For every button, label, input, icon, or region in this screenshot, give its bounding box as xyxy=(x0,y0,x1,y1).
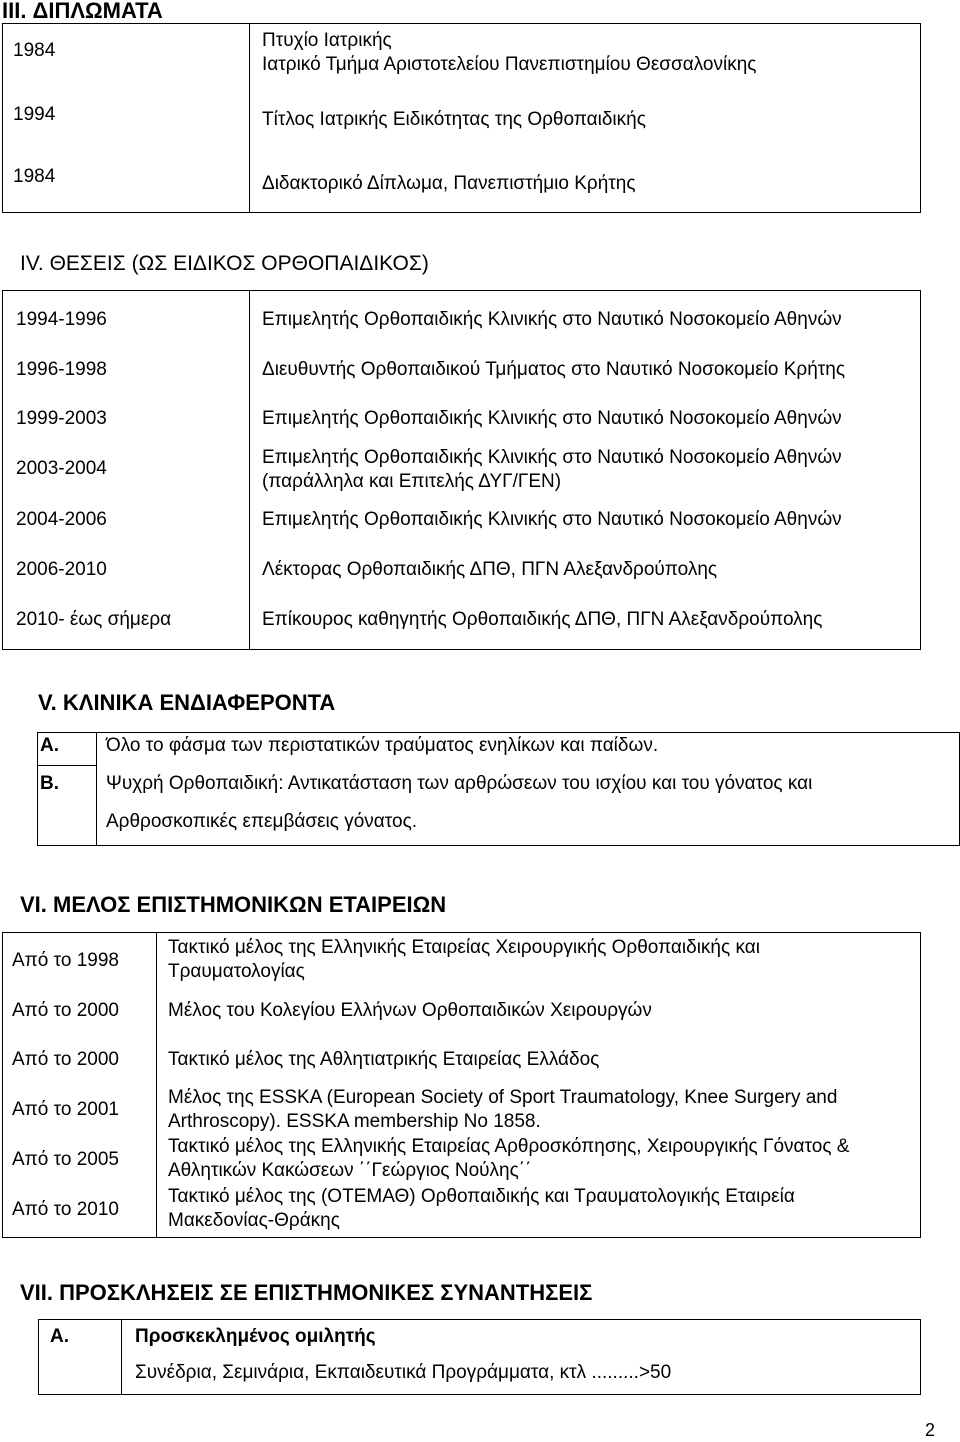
interest-label: Α. xyxy=(40,735,59,756)
position-desc: Λέκτορας Ορθοπαιδικής ΔΠΘ, ΠΓΝ Αλεξανδρούπολης xyxy=(262,559,718,580)
diploma-year: 1994 xyxy=(13,104,56,125)
membership-since: Από το 2010 xyxy=(12,1199,119,1220)
membership-desc: Μέλος της ESSKA (European Society of Sport Traumatology, Knee Surgery and xyxy=(168,1087,838,1108)
membership-desc: Τακτικό μέλος της Ελληνικής Εταιρείας Χειρουργικής Ορθοπαιδικής και xyxy=(168,937,760,958)
interest-text: Αρθροσκοπικές επεμβάσεις γόνατος. xyxy=(106,811,418,832)
membership-desc: Τραυματολογίας xyxy=(168,961,305,982)
position-period: 2010- έως σήμερα xyxy=(16,609,172,630)
diploma-line: Τίτλος Ιατρικής Ειδικότητας της Ορθοπαιδικής xyxy=(262,109,646,130)
membership-desc: Μέλος του Κολεγίου Ελλήνων Ορθοπαιδικών Χειρουργών xyxy=(168,1000,652,1021)
position-desc: Επιμελητής Ορθοπαιδικής Κλινικής στο Ναυτικό Νοσοκομείο Αθηνών xyxy=(262,408,842,429)
section-5-title: V. ΚΛΙΝΙΚΑ ΕΝΔΙΑΦΕΡΟΝΤΑ xyxy=(38,690,336,715)
diploma-line: Ιατρικό Τμήμα Αριστοτελείου Πανεπιστημίου Θεσσαλονίκης xyxy=(262,54,757,75)
section-6-title: VI. ΜΕΛΟΣ ΕΠΙΣΤΗΜΟΝΙΚΩΝ ΕΤΑΙΡΕΙΩΝ xyxy=(20,892,447,917)
diploma-year: 1984 xyxy=(13,166,56,187)
position-desc: (παράλληλα και Επιτελής ΔΥΓ/ΓΕΝ) xyxy=(262,471,562,492)
diploma-line: Διδακτορικό Δίπλωμα, Πανεπιστήμιο Κρήτης xyxy=(262,173,636,194)
diploma-line: Πτυχίο Ιατρικής xyxy=(262,30,392,51)
membership-desc: Τακτικό μέλος της Ελληνικής Εταιρείας Αρθροσκόπησης, Χειρουργικής Γόνατος & xyxy=(168,1136,850,1157)
position-period: 2003-2004 xyxy=(16,458,107,479)
membership-desc: Αθλητικών Κακώσεων ΄΄Γεώργιος Νούλης΄΄ xyxy=(168,1160,532,1181)
position-desc: Επιμελητής Ορθοπαιδικής Κλινικής στο Ναυτικό Νοσοκομείο Αθηνών xyxy=(262,309,842,330)
position-period: 2006-2010 xyxy=(16,559,107,580)
diploma-year: 1984 xyxy=(13,40,56,61)
membership-since: Από το 2005 xyxy=(12,1149,119,1170)
interest-text: Ψυχρή Ορθοπαιδική: Αντικατάσταση των αρθρώσεων του ισχίου και του γόνατος και xyxy=(106,773,813,794)
position-period: 1996-1998 xyxy=(16,359,107,380)
membership-desc: Arthroscopy). ESSKA membership No 1858. xyxy=(168,1111,541,1132)
membership-since: Από το 1998 xyxy=(12,950,119,971)
position-period: 2004-2006 xyxy=(16,509,107,530)
section-4-title: IV. ΘΕΣΕΙΣ (ΩΣ ΕΙΔΙΚΟΣ ΟΡΘΟΠΑΙΔΙΚΟΣ) xyxy=(20,252,429,275)
membership-since: Από το 2000 xyxy=(12,1000,119,1021)
membership-since: Από το 2000 xyxy=(12,1049,119,1070)
section-7-title: VII. ΠΡΟΣΚΛΗΣΕΙΣ ΣΕ ΕΠΙΣΤΗΜΟΝΙΚΕΣ ΣΥΝΑΝΤΗΣΕΙΣ xyxy=(20,1280,593,1305)
invitation-text: Συνέδρια, Σεμινάρια, Εκπαιδευτικά Προγράμματα, κτλ .........>50 xyxy=(135,1362,672,1383)
position-desc: Διευθυντής Ορθοπαιδικού Τμήματος στο Ναυτικό Νοσοκομείο Κρήτης xyxy=(262,359,846,380)
section-3-title: III. ΔΙΠΛΩΜΑΤΑ xyxy=(2,0,163,23)
membership-desc: Τακτικό μέλος της Αθλητιατρικής Εταιρείας Ελλάδος xyxy=(168,1049,600,1070)
position-desc: Επιμελητής Ορθοπαιδικής Κλινικής στο Ναυτικό Νοσοκομείο Αθηνών xyxy=(262,447,842,468)
membership-desc: Τακτικό μέλος της (ΟΤΕΜΑΘ) Ορθοπαιδικής και Τραυματολογικής Εταιρεία xyxy=(168,1186,795,1207)
position-period: 1994-1996 xyxy=(16,309,107,330)
membership-since: Από το 2001 xyxy=(12,1099,119,1120)
position-desc: Επίκουρος καθηγητής Ορθοπαιδικής ΔΠΘ, ΠΓΝ Αλεξανδρούπολης xyxy=(262,609,823,630)
interest-text: Όλο το φάσμα των περιστατικών τραύματος ενηλίκων και παίδων. xyxy=(106,735,659,756)
position-desc: Επιμελητής Ορθοπαιδικής Κλινικής στο Ναυτικό Νοσοκομείο Αθηνών xyxy=(262,509,842,530)
position-period: 1999-2003 xyxy=(16,408,107,429)
interest-label: Β. xyxy=(40,773,59,794)
page-number: 2 xyxy=(925,1420,936,1440)
membership-desc: Μακεδονίας-Θράκης xyxy=(168,1210,340,1231)
invitation-heading: Προσκεκλημένος ομιλητής xyxy=(135,1326,376,1347)
invitation-label: Α. xyxy=(50,1326,69,1347)
